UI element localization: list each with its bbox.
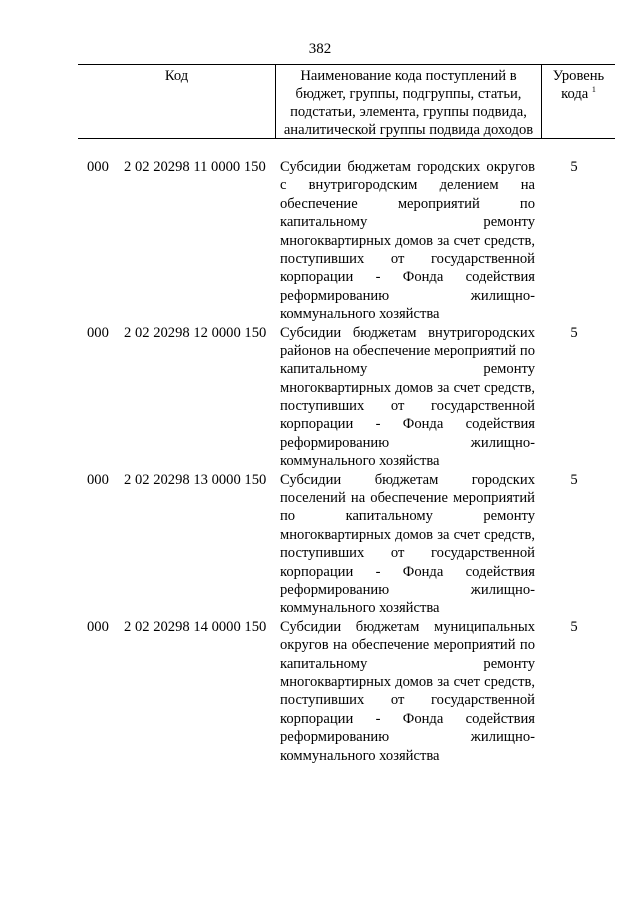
row-description-line: Субсидии бюджетам городских bbox=[280, 471, 535, 488]
row-description-line: с внутригородским делением на bbox=[280, 177, 535, 194]
row-description-line: реформированию жилищно- bbox=[280, 434, 535, 451]
row-description-line: Субсидии бюджетам городских округов bbox=[280, 159, 535, 175]
header-level-line bbox=[542, 85, 615, 103]
row-description bbox=[280, 471, 535, 618]
row-description-line: районов на обеспечение мероприятий по bbox=[280, 342, 535, 359]
row-group-code: 000 bbox=[87, 471, 109, 488]
row-level: 5 bbox=[570, 471, 578, 488]
row-level: 5 bbox=[570, 159, 578, 175]
header-code-cell bbox=[78, 65, 276, 138]
header-code-label: Код bbox=[164, 68, 189, 84]
row-description-line: коммунального хозяйства bbox=[280, 306, 440, 323]
row-description-line: Субсидии бюджетам внутригородских bbox=[280, 324, 535, 341]
row-description-line: коммунального хозяйства bbox=[280, 600, 440, 617]
row-description-line: обеспечение мероприятий по bbox=[280, 195, 535, 212]
row-income-code: 2 02 20298 14 0000 150 bbox=[124, 618, 267, 635]
row-description-line: Субсидии бюджетам муниципальных bbox=[280, 618, 535, 635]
table-header bbox=[78, 64, 615, 139]
row-income-code: 2 02 20298 12 0000 150 bbox=[124, 324, 267, 341]
header-level-word: кода bbox=[561, 86, 589, 102]
table-row bbox=[0, 158, 640, 324]
table-row bbox=[0, 324, 640, 471]
row-description bbox=[280, 324, 535, 471]
footnote-marker: 1 bbox=[591, 85, 596, 94]
header-name-cell bbox=[276, 65, 542, 138]
row-group-code: 000 bbox=[87, 159, 109, 175]
header-name-label bbox=[276, 65, 541, 139]
row-description-line: поступивших от государственной bbox=[280, 398, 535, 415]
row-description-line: многоквартирных домов за счет средств, bbox=[280, 526, 535, 543]
row-description-line: округов на обеспечение мероприятий по bbox=[280, 637, 535, 654]
header-level-cell bbox=[542, 65, 615, 138]
row-description-line: по капитальному ремонту bbox=[280, 508, 535, 525]
table-row bbox=[0, 618, 640, 765]
table-row bbox=[0, 471, 640, 618]
row-description bbox=[280, 618, 535, 765]
header-name-line: подстатьи, элемента, группы подвида, bbox=[290, 104, 527, 120]
row-description-line: коммунального хозяйства bbox=[280, 747, 440, 764]
row-description-line: поступивших от государственной bbox=[280, 692, 535, 709]
row-description-line: реформированию жилищно- bbox=[280, 287, 535, 304]
row-income-code: 2 02 20298 13 0000 150 bbox=[124, 471, 267, 488]
row-level: 5 bbox=[570, 618, 578, 635]
header-name-line: аналитической группы подвида доходов bbox=[283, 122, 534, 138]
row-description-line: поступивших от государственной bbox=[280, 250, 535, 267]
row-level: 5 bbox=[570, 324, 578, 341]
row-description-line: коммунального хозяйства bbox=[280, 453, 440, 470]
row-description-line: многоквартирных домов за счет средств, bbox=[280, 379, 535, 396]
row-description bbox=[280, 158, 535, 324]
row-description-line: капитальному ремонту bbox=[280, 655, 535, 672]
header-name-line: Наименование кода поступлений в bbox=[300, 68, 517, 84]
table-body bbox=[0, 158, 640, 765]
page-number: 382 bbox=[308, 41, 332, 57]
row-description-line: корпорации - Фонда содействия bbox=[280, 563, 535, 580]
row-description-line: капитальному ремонту bbox=[280, 214, 535, 231]
row-description-line: реформированию жилищно- bbox=[280, 729, 535, 746]
row-description-line: многоквартирных домов за счет средств, bbox=[280, 673, 535, 690]
row-description-line: многоквартирных домов за счет средств, bbox=[280, 232, 535, 249]
row-group-code: 000 bbox=[87, 324, 109, 341]
header-name-line: бюджет, группы, подгруппы, статьи, bbox=[295, 86, 522, 102]
row-group-code: 000 bbox=[87, 618, 109, 635]
row-description-line: поселений на обеспечение мероприятий bbox=[280, 490, 535, 507]
row-description-line: корпорации - Фонда содействия bbox=[280, 269, 535, 286]
row-description-line: реформированию жилищно- bbox=[280, 581, 535, 598]
row-description-line: корпорации - Фонда содействия bbox=[280, 416, 535, 433]
row-income-code: 2 02 20298 11 0000 150 bbox=[124, 159, 266, 175]
row-description-line: корпорации - Фонда содействия bbox=[280, 710, 535, 727]
row-description-line: капитальному ремонту bbox=[280, 361, 535, 378]
row-description-line: поступивших от государственной bbox=[280, 545, 535, 562]
header-level-label bbox=[542, 65, 615, 103]
header-level-line: Уровень bbox=[552, 68, 605, 84]
